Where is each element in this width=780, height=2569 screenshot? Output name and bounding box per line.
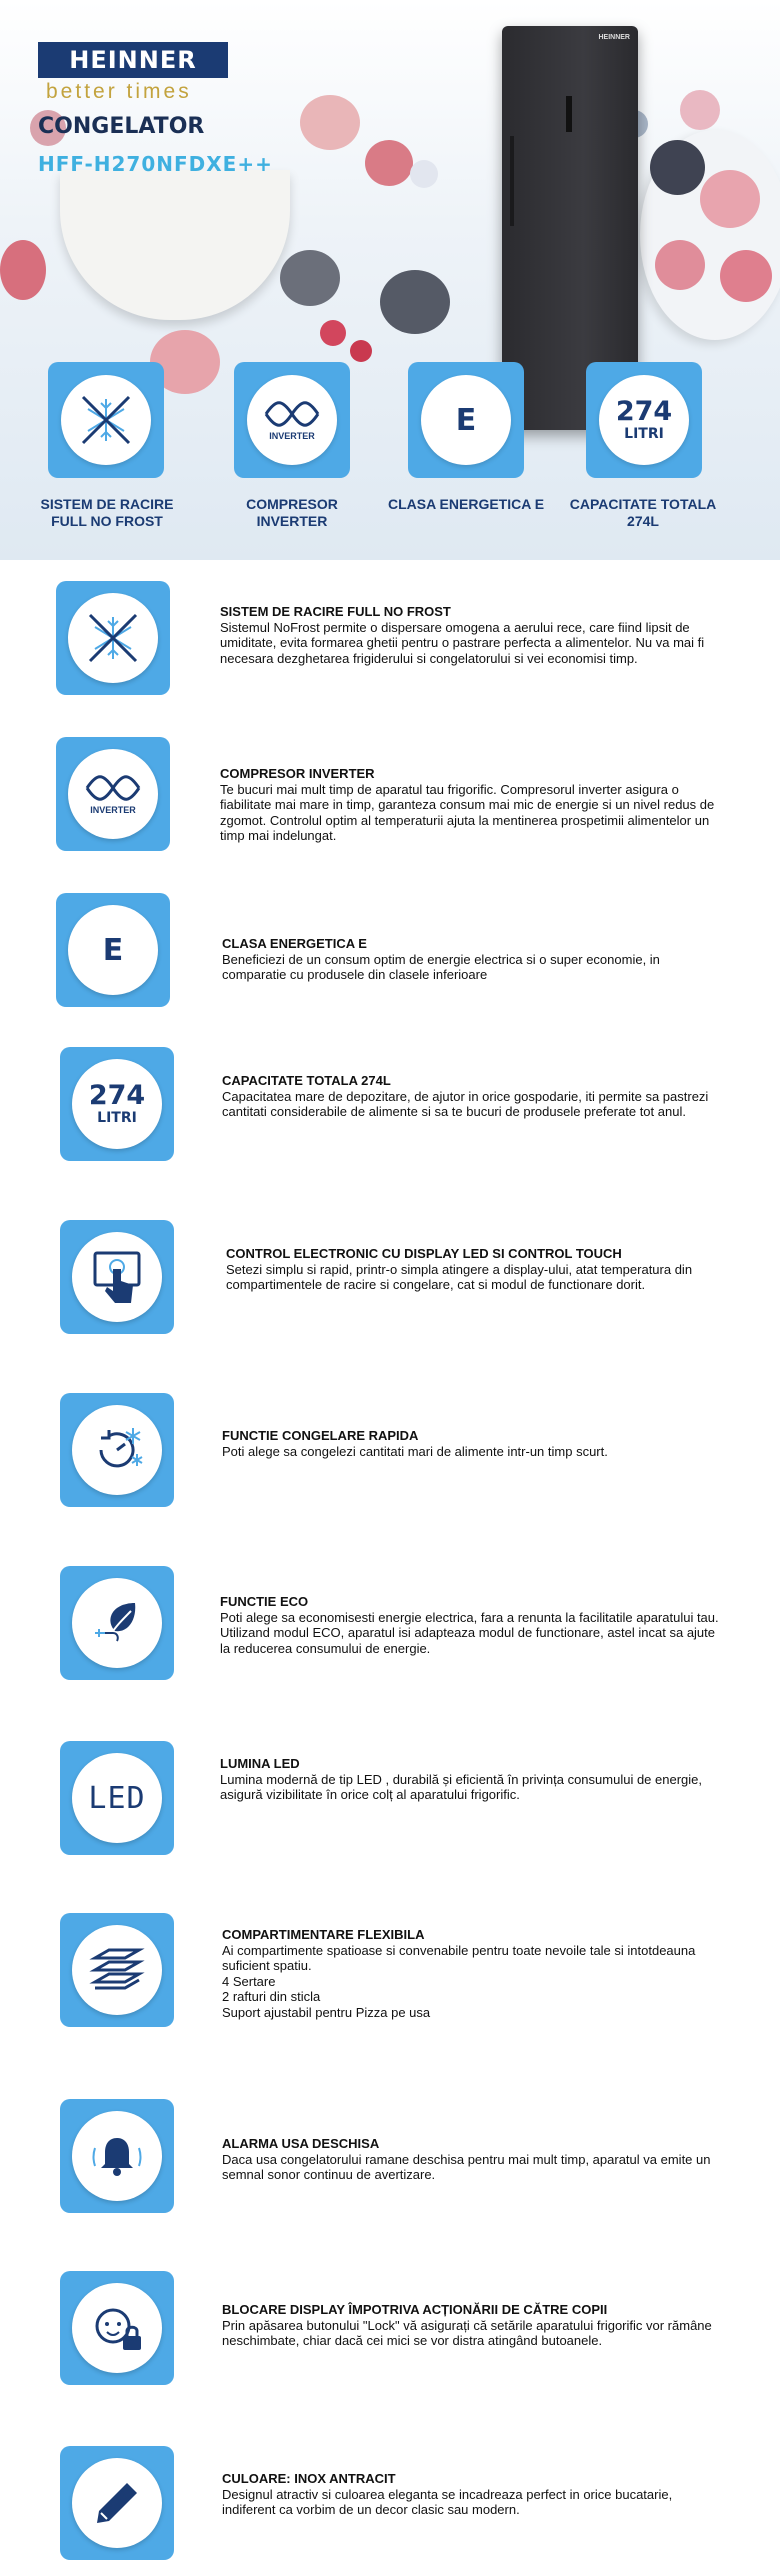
feature-icon-box [60,2271,174,2385]
feature-icon-box [56,737,170,851]
hero-banner [0,0,780,560]
feature-title: LUMINA LED [220,1756,300,1771]
feature-text-line: 4 Sertare [222,1973,276,1989]
top-feature-energy [408,362,524,478]
feature-text: Daca usa congelatorului ramane deschisa pentru mai mult timp, aparatul va emite un semnal sonor continuu de avertizare. [222,2151,711,2182]
product-type: CONGELATOR [38,114,205,139]
feature-icon-box [56,581,170,695]
capacity-icon [72,1059,162,1149]
feature-icon-box [60,1741,174,1855]
feature-text: Setezi simplu si rapid, printr-o simpla atingere a display-ului, atat temperatura din compartimentele de racire si congelare, cat si modul de functionare dorit. [226,1261,693,1292]
feature-description [222,1073,727,1120]
berry-decoration [300,95,360,150]
feature-description [220,1594,725,1656]
top-feature-inverter [234,362,350,478]
capacity-icon [599,375,689,465]
feature-icon-box [60,2099,174,2213]
shelves-icon [87,1940,147,2000]
feature-title: CULOARE: INOX ANTRACIT [222,2471,396,2486]
feature-description [220,1756,725,1803]
energy-class-icon [421,375,511,465]
feature-description [226,1246,731,1293]
feature-text: Poti alege sa congelezi cantitati mari de alimente intr-un timp scurt. [222,1443,608,1459]
capacity-unit: LITRI [624,426,664,442]
freezer-display [566,96,572,132]
inverter-icon [83,773,143,803]
feature-description [222,1927,727,2020]
energy-class-letter: E [102,932,124,968]
berry-decoration [380,270,450,334]
berry-decoration [280,250,340,306]
feature-icon-box [56,893,170,1007]
child-lock-icon [87,2298,147,2358]
berry-decoration [410,160,438,188]
feature-text: Sistemul NoFrost permite o dispersare omogena a aerului rece, care fiind lipsit de umiditate, evita formarea ghetii pentru o pastrare perfecta a alimentelor. Nu va mai fi necesara dezghetarea frigiderului si congelatorului si vei economisi timp. [220,619,705,666]
feature-icon-box [60,1220,174,1334]
feature-text: Designul atractiv si culoarea eleganta se incadreaza perfect in orice bucatarie, indiferent ca vorbim de un decor clasic sau modern. [222,2486,673,2517]
feature-description [220,766,725,844]
door-alarm-icon [87,2126,147,2186]
feature-text: Beneficiezi de un consum optim de energie electrica si o super economie, in comparatie cu produsele din clasele inferioare [222,951,660,982]
top-feature-label: CAPACITATE TOTALA 274L [569,496,717,529]
inverter-icon-text: INVERTER [269,431,315,441]
feature-icon-box [60,1393,174,1507]
led-icon [72,1753,162,1843]
led-icon-text: LED [88,1780,146,1816]
feature-title: CAPACITATE TOTALA 274L [222,1073,391,1088]
feature-title: FUNCTIE ECO [220,1594,309,1609]
feature-text: Te bucuri mai mult timp de aparatul tau frigorific. Compresorul inverter asigura o fiabilitate mai mare in timp, garanteza consum mai mic de energie si un nivel redus de zgomot. Controlul optim al temperaturii ajuta la mentinerea prospetimii alimentelor un timp mai indelungat. [220,781,715,843]
freezer-handle [510,136,514,226]
berry-decoration [350,340,372,362]
capacity-number: 274 [88,1080,146,1111]
feature-text: Lumina modernă de tip LED , durabilă și eficientă în privința consumului de energie, asigură vizibilitate în orice colț al aparatului frigorific. [220,1771,702,1802]
brand-logo [38,42,228,78]
feature-icon-box [60,1913,174,2027]
inverter-icon [262,399,322,429]
feature-title: SISTEM DE RACIRE FULL NO FROST [220,604,451,619]
berry-decoration [650,140,705,195]
brand-logo-text: HEINNER [69,46,197,74]
energy-class-letter: E [455,402,477,438]
feature-title: BLOCARE DISPLAY ÎMPOTRIVA ACȚIONĂRII DE CĂTRE COPII [222,2302,608,2317]
no-frost-icon [82,607,144,669]
pencil-icon [87,2473,147,2533]
berry-decoration [655,240,705,290]
feature-title: COMPARTIMENTARE FLEXIBILA [222,1927,425,1942]
berry-decoration [0,240,46,300]
top-feature-label: SISTEM DE RACIRE FULL NO FROST [40,496,174,529]
capacity-unit: LITRI [97,1110,137,1126]
berry-decoration [720,250,772,302]
brand-tagline: better times [46,80,192,103]
feature-description [222,2136,727,2183]
feature-text-line: Suport ajustabil pentru Pizza pe usa [222,2004,431,2020]
energy-class-icon [68,905,158,995]
feature-text-line: 2 rafturi din sticla [222,1989,321,2004]
berry-decoration [680,90,720,130]
feature-title: FUNCTIE CONGELARE RAPIDA [222,1428,419,1443]
top-feature-capacity [586,362,702,478]
feature-title: CONTROL ELECTRONIC CU DISPLAY LED SI CONTROL TOUCH [226,1246,622,1261]
feature-icon-box [60,1566,174,1680]
feature-icon-box [60,1047,174,1161]
berry-decoration [365,140,413,186]
inverter-icon-text: INVERTER [90,805,136,815]
feature-description [222,1428,727,1459]
top-feature-label: CLASA ENERGETICA E [387,496,545,512]
feature-text: Prin apăsarea butonului "Lock" vă asigurați că setările aparatului frigorific vor rămâne neschimbate, chiar dacă cei mici se vor distra atingând butoanele. [222,2317,712,2348]
product-model: HFF-H270NFDXE++ [38,152,273,176]
top-feature-label: COMPRESOR INVERTER [246,496,338,529]
fast-freeze-icon [87,1420,147,1480]
feature-text-line: Ai compartimente spatioase si convenabile pentru toate nevoile tale si intotdeauna suficient spatiu. [222,1942,696,1973]
no-frost-icon [75,389,137,451]
feature-title: CLASA ENERGETICA E [222,936,367,951]
touch-control-icon [87,1247,147,1307]
eco-icon [87,1593,147,1653]
feature-title: ALARMA USA DESCHISA [222,2136,380,2151]
freezer-brand-label: HEINNER [598,34,630,41]
feature-icon-box [60,2446,174,2560]
feature-description [222,2302,727,2349]
feature-description [220,604,725,666]
feature-text: Capacitatea mare de depozitare, de ajutor in orice gospodarie, iti permite sa pastrezi cantitati considerabile de alimente si sa te bucuri de produsele preferate tot anul. [222,1088,709,1119]
feature-description [222,2471,727,2518]
feature-text: Poti alege sa economisesti energie electrica, fara a renunta la facilitatile aparatului tau. Utilizand modul ECO, aparatul isi adapteaza modul de functionare, astel incat sa ajute la reducerea consumului de energie. [220,1609,719,1656]
bowl-decoration [60,170,290,320]
capacity-number: 274 [615,396,673,427]
feature-description [222,936,727,983]
top-feature-no-frost [48,362,164,478]
feature-title: COMPRESOR INVERTER [220,766,375,781]
berry-decoration [700,170,760,228]
berry-decoration [320,320,346,346]
